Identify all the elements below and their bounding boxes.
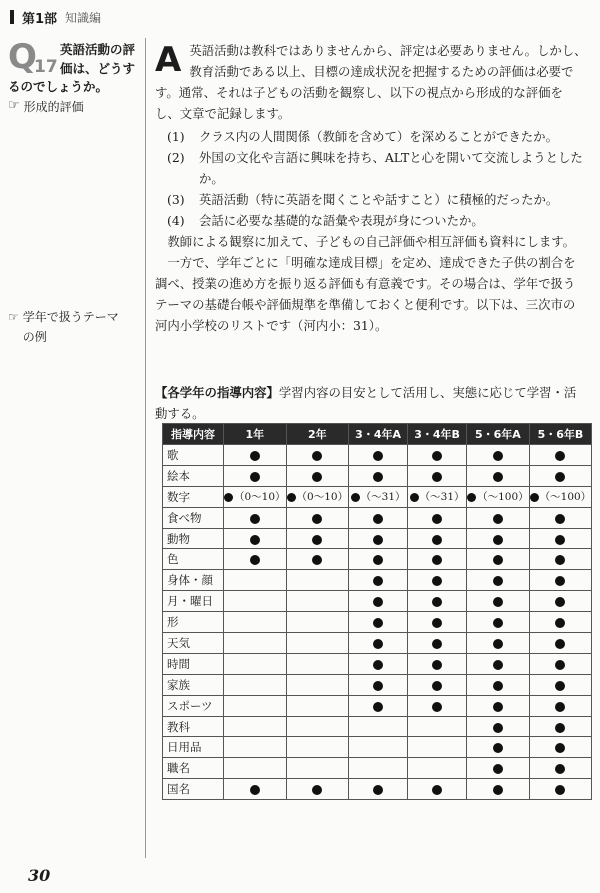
bullet-mark — [432, 702, 442, 712]
bullet-mark — [555, 451, 565, 461]
bullet-mark — [373, 702, 383, 712]
list-item — [167, 189, 587, 210]
table-cell — [529, 653, 592, 674]
row-label: 絵本 — [163, 465, 224, 486]
bullet-mark — [312, 535, 322, 545]
table-cell — [529, 465, 592, 486]
table-cell — [349, 674, 408, 695]
bullet-mark — [555, 764, 565, 774]
table-cell — [408, 507, 467, 528]
table-cell — [529, 695, 592, 716]
margin-note-text — [23, 307, 119, 347]
question-heading — [8, 37, 142, 78]
row-label: 教科 — [163, 716, 224, 737]
bullet-mark — [493, 535, 503, 545]
table-cell — [349, 779, 408, 800]
table-cell — [467, 507, 530, 528]
table-cell — [467, 674, 530, 695]
table-row — [163, 465, 592, 486]
question-number: 17 — [34, 57, 58, 77]
table-cell — [529, 591, 592, 612]
bullet-mark — [250, 535, 260, 545]
list-text: クラス内の人間関係（教師を含めて）を深めることができたか。 — [199, 129, 558, 144]
table-cell — [349, 528, 408, 549]
table-cell — [408, 570, 467, 591]
table-cell — [286, 779, 349, 800]
table-cell — [408, 549, 467, 570]
bullet-mark — [224, 493, 233, 502]
guidance-text: 学習内容の目安として活用し、実態に応じて学習・活動する。 — [155, 385, 577, 421]
table-cell — [408, 612, 467, 633]
margin-note-text: 形成的評価 — [23, 100, 84, 114]
table-cell — [529, 612, 592, 633]
bullet-mark — [555, 535, 565, 545]
margin-note-line: 学年で扱うテーマ — [22, 310, 119, 324]
bullet-mark — [432, 785, 442, 795]
bullet-mark — [432, 618, 442, 628]
row-label: 天気 — [163, 633, 224, 654]
list-item — [167, 210, 587, 231]
table-cell — [286, 445, 349, 466]
table-row — [163, 570, 592, 591]
table-cell — [349, 716, 408, 737]
bullet-mark — [373, 639, 383, 649]
bullet-mark — [373, 681, 383, 691]
table-row — [163, 695, 592, 716]
row-label: 形 — [163, 612, 224, 633]
table-cell — [286, 633, 349, 654]
table-cell — [286, 737, 349, 758]
table-cell — [349, 695, 408, 716]
table-cell — [408, 653, 467, 674]
bullet-mark — [493, 660, 503, 670]
bullet-mark — [432, 660, 442, 670]
bullet-mark — [555, 660, 565, 670]
table-cell — [224, 528, 287, 549]
table-cell — [529, 507, 592, 528]
table-cell — [529, 758, 592, 779]
table-cell — [529, 549, 592, 570]
bullet-mark — [250, 555, 260, 565]
margin-note — [8, 307, 142, 347]
table-row — [163, 612, 592, 633]
table-cell — [286, 716, 349, 737]
column-header: 指導内容 — [163, 424, 224, 445]
table-row — [163, 633, 592, 654]
question-letter: Q — [8, 37, 37, 77]
table-cell — [529, 737, 592, 758]
bullet-mark — [555, 785, 565, 795]
table-row — [163, 674, 592, 695]
bullet-mark — [373, 597, 383, 607]
table-cell — [529, 486, 592, 507]
table-cell — [408, 737, 467, 758]
table-header-row — [163, 424, 592, 445]
curriculum-table — [162, 423, 592, 800]
table-cell — [467, 737, 530, 758]
bullet-mark — [373, 785, 383, 795]
bullet-mark — [287, 493, 296, 502]
table-cell — [408, 445, 467, 466]
row-label: 時間 — [163, 653, 224, 674]
bullet-mark — [373, 535, 383, 545]
bullet-mark — [312, 514, 322, 524]
table-cell — [224, 465, 287, 486]
bullet-mark — [373, 451, 383, 461]
table-cell — [224, 674, 287, 695]
range-text: （0～10） — [234, 491, 286, 504]
row-label: 食べ物 — [163, 507, 224, 528]
bullet-mark — [432, 514, 442, 524]
table-cell — [408, 486, 467, 507]
table-row — [163, 758, 592, 779]
question-title-line: るのでしょうか。 — [8, 79, 109, 94]
column-header: 3・4年A — [349, 424, 408, 445]
list-number: (3) — [167, 192, 185, 207]
side-column — [8, 37, 142, 115]
table-cell — [467, 653, 530, 674]
bullet-mark — [555, 723, 565, 733]
table-cell — [467, 716, 530, 737]
table-cell — [408, 716, 467, 737]
table-cell — [529, 633, 592, 654]
bullet-mark — [555, 576, 565, 586]
range-text: （～31） — [419, 491, 465, 504]
table-cell — [349, 633, 408, 654]
bullet-mark — [555, 681, 565, 691]
bullet-mark — [493, 681, 503, 691]
table-cell — [408, 758, 467, 779]
answer-body — [155, 40, 587, 336]
table-cell — [529, 528, 592, 549]
table-cell — [467, 486, 530, 507]
table-cell — [467, 633, 530, 654]
column-header: 1年 — [224, 424, 287, 445]
question-title — [60, 40, 135, 78]
table-cell — [467, 465, 530, 486]
table-cell — [224, 653, 287, 674]
bullet-mark — [250, 785, 260, 795]
bullet-mark — [432, 597, 442, 607]
list-number: (2) — [167, 150, 185, 165]
part-label: 第1部 — [22, 11, 58, 27]
table-cell — [224, 716, 287, 737]
table-cell — [224, 507, 287, 528]
table-cell — [286, 653, 349, 674]
range-text: （0～10） — [296, 491, 349, 504]
table-cell — [224, 486, 287, 507]
row-label: 動物 — [163, 528, 224, 549]
list-text: 外国の文化や言語に興味を持ち、ALTと心を開いて交流しようとしたか。 — [199, 150, 583, 186]
table-row — [163, 779, 592, 800]
table-cell — [286, 570, 349, 591]
table-cell — [408, 591, 467, 612]
column-header: 3・4年B — [408, 424, 467, 445]
table-cell — [408, 674, 467, 695]
table-cell — [286, 591, 349, 612]
bullet-mark — [432, 451, 442, 461]
table-cell — [349, 737, 408, 758]
table-cell — [349, 549, 408, 570]
bullet-mark — [312, 555, 322, 565]
bullet-mark — [493, 597, 503, 607]
running-header — [10, 6, 101, 28]
table-cell — [349, 570, 408, 591]
bullet-mark — [410, 493, 419, 502]
bullet-mark — [432, 472, 442, 482]
table-cell — [529, 779, 592, 800]
list-item — [167, 147, 587, 189]
table-cell — [349, 486, 408, 507]
answer-initial: A — [155, 40, 182, 80]
column-header: 5・6年A — [467, 424, 530, 445]
bullet-mark — [250, 451, 260, 461]
row-label: 国名 — [163, 779, 224, 800]
table-cell — [286, 528, 349, 549]
bullet-mark — [373, 618, 383, 628]
table-cell — [408, 695, 467, 716]
bullet-mark — [467, 493, 476, 502]
table-cell — [286, 486, 349, 507]
table-cell — [224, 695, 287, 716]
table-row — [163, 716, 592, 737]
row-label: 身体・顔 — [163, 570, 224, 591]
bullet-mark — [493, 764, 503, 774]
row-label: 家族 — [163, 674, 224, 695]
bullet-mark — [373, 472, 383, 482]
table-cell — [224, 633, 287, 654]
row-label: スポーツ — [163, 695, 224, 716]
guidance-bracket: 【各学年の指導内容】 — [155, 385, 279, 400]
bullet-mark — [373, 576, 383, 586]
pointing-hand-icon: ☞ — [8, 310, 19, 324]
table-cell — [529, 570, 592, 591]
table-row — [163, 737, 592, 758]
table-cell — [286, 674, 349, 695]
table-cell — [408, 779, 467, 800]
table-cell — [467, 445, 530, 466]
row-label: 職名 — [163, 758, 224, 779]
header-mark — [10, 10, 14, 24]
table-cell — [408, 465, 467, 486]
answer-paragraph: 英語活動は教科ではありませんから、評定は必要ありません。しかし、教育活動である以上、目標の達成状況を把握するための評価は必要です。通常、それは子どもの活動を観察し、以下の視点から形成的な評価をし、文章で記録します。 — [155, 43, 587, 121]
bullet-mark — [493, 514, 503, 524]
table-row — [163, 591, 592, 612]
row-label: 歌 — [163, 445, 224, 466]
list-number: (1) — [167, 129, 185, 144]
bullet-mark — [432, 681, 442, 691]
range-text: （～100） — [477, 491, 529, 504]
column-header: 2年 — [286, 424, 349, 445]
bullet-mark — [555, 743, 565, 753]
bullet-mark — [493, 555, 503, 565]
pointing-hand-icon: ☞ — [8, 98, 20, 113]
bullet-mark — [493, 451, 503, 461]
table-cell — [349, 507, 408, 528]
bullet-mark — [493, 702, 503, 712]
answer-paragraph: 一方で、学年ごとに「明確な達成目標」を定め、達成できた子供の割合を調べ、授業の進め方を振り返る評価も有意義です。その場合は、学年で扱うテーマの基礎台帳や評価規準を準備しておくと便利です。以下は、三次市の河内小学校のリストです（河内小：31）。 — [155, 255, 576, 333]
table-row — [163, 445, 592, 466]
page-number: 30 — [28, 866, 51, 885]
bullet-mark — [250, 472, 260, 482]
table-cell — [224, 779, 287, 800]
bullet-mark — [555, 514, 565, 524]
table-row — [163, 653, 592, 674]
table-cell — [529, 716, 592, 737]
table-body — [163, 445, 592, 800]
section-label: 知識編 — [65, 10, 102, 25]
table-cell — [467, 570, 530, 591]
table-cell — [224, 549, 287, 570]
bullet-mark — [432, 639, 442, 649]
table-row — [163, 507, 592, 528]
column-header: 5・6年B — [529, 424, 592, 445]
table-cell — [286, 549, 349, 570]
table-cell — [224, 737, 287, 758]
table-cell — [467, 612, 530, 633]
table-cell — [349, 758, 408, 779]
table-cell — [467, 779, 530, 800]
table-cell — [408, 633, 467, 654]
bullet-mark — [432, 555, 442, 565]
table-cell — [529, 674, 592, 695]
bullet-mark — [493, 472, 503, 482]
bullet-mark — [555, 472, 565, 482]
bullet-mark — [351, 493, 360, 502]
question-badge — [8, 37, 60, 77]
bullet-mark — [493, 743, 503, 753]
table-cell — [408, 528, 467, 549]
bullet-mark — [432, 576, 442, 586]
row-label: 日用品 — [163, 737, 224, 758]
bullet-mark — [555, 702, 565, 712]
list-number: (4) — [167, 213, 185, 228]
list-text: 英語活動（特に英語を聞くことや話すこと）に積極的だったか。 — [199, 192, 559, 207]
bullet-mark — [555, 639, 565, 649]
table-cell — [349, 465, 408, 486]
table-row — [163, 528, 592, 549]
bullet-mark — [373, 555, 383, 565]
table-cell — [286, 612, 349, 633]
bullet-mark — [555, 618, 565, 628]
table-cell — [349, 612, 408, 633]
list-text: 会話に必要な基礎的な語彙や表現が身についたか。 — [199, 213, 484, 228]
bullet-mark — [312, 785, 322, 795]
table-cell — [467, 591, 530, 612]
row-label: 色 — [163, 549, 224, 570]
range-text: （～31） — [360, 491, 406, 504]
answer-paragraph: 教師による観察に加えて、子どもの自己評価や相互評価も資料にします。 — [167, 234, 576, 249]
margin-note-line: の例 — [22, 330, 47, 344]
table-cell — [349, 445, 408, 466]
table-cell — [467, 758, 530, 779]
guidance-caption — [155, 382, 587, 424]
criteria-list — [167, 126, 587, 231]
row-label: 数字 — [163, 486, 224, 507]
column-divider — [145, 38, 146, 858]
table-cell — [286, 507, 349, 528]
bullet-mark — [530, 493, 539, 502]
bullet-mark — [312, 472, 322, 482]
bullet-mark — [250, 514, 260, 524]
table-row — [163, 486, 592, 507]
bullet-mark — [373, 514, 383, 524]
bullet-mark — [493, 618, 503, 628]
table-cell — [467, 528, 530, 549]
table-cell — [349, 591, 408, 612]
table-cell — [286, 465, 349, 486]
table-cell — [286, 695, 349, 716]
question-title-line: 価は、どうす — [60, 61, 136, 76]
bullet-mark — [555, 597, 565, 607]
list-item — [167, 126, 587, 147]
table-cell — [224, 758, 287, 779]
table-cell — [467, 549, 530, 570]
question-title-line: 英語活動の評 — [60, 42, 136, 57]
bullet-mark — [432, 535, 442, 545]
table-cell — [467, 695, 530, 716]
row-label: 月・曜日 — [163, 591, 224, 612]
bullet-mark — [493, 785, 503, 795]
bullet-mark — [493, 723, 503, 733]
table-cell — [224, 445, 287, 466]
table-cell — [224, 591, 287, 612]
bullet-mark — [373, 660, 383, 670]
table-cell — [224, 612, 287, 633]
table-cell — [349, 653, 408, 674]
table-cell — [529, 445, 592, 466]
table-row — [163, 549, 592, 570]
bullet-mark — [312, 451, 322, 461]
range-text: （～100） — [539, 491, 592, 504]
table-cell — [224, 570, 287, 591]
bullet-mark — [493, 639, 503, 649]
bullet-mark — [493, 576, 503, 586]
bullet-mark — [555, 555, 565, 565]
margin-note — [8, 98, 142, 115]
table-cell — [286, 758, 349, 779]
